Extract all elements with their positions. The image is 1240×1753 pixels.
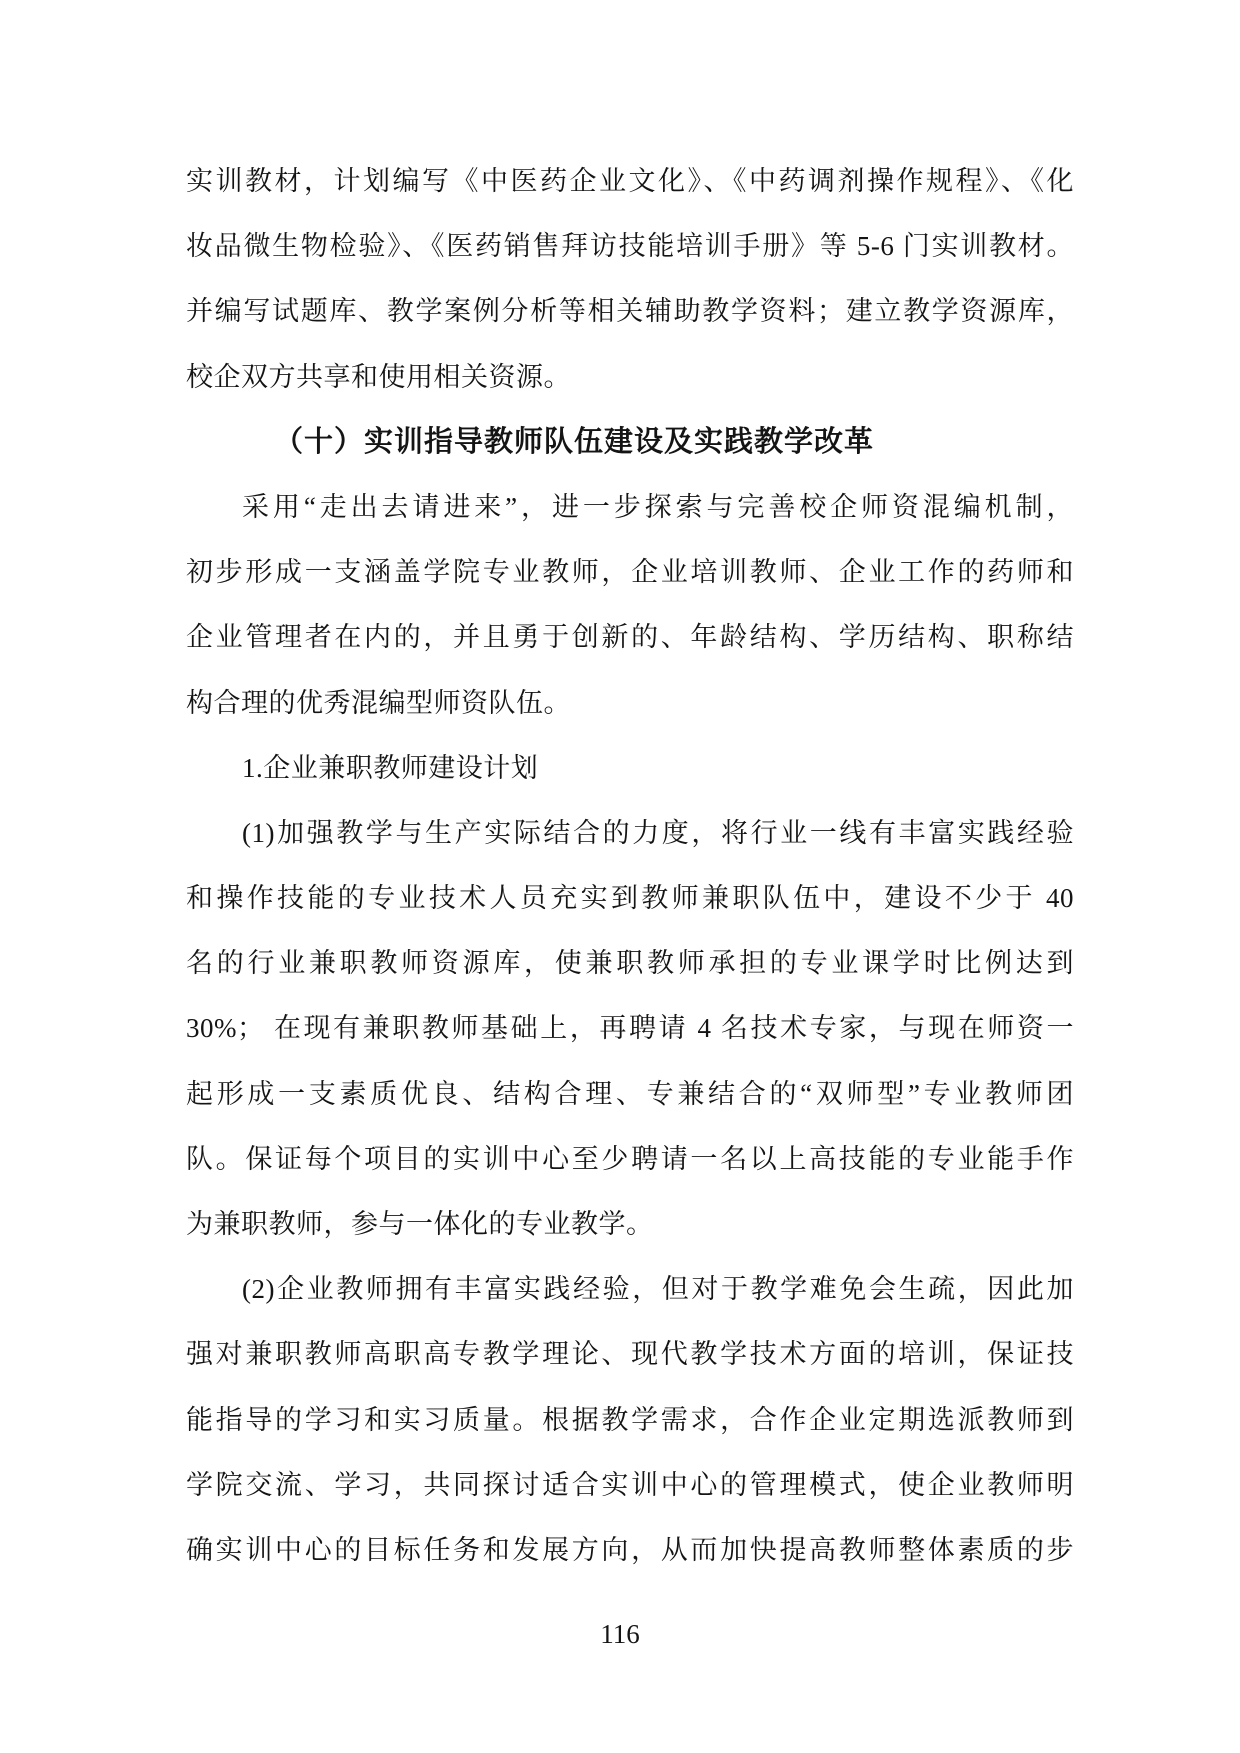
page-number: 116 bbox=[600, 1619, 640, 1649]
text-line: 确实训中心的目标任务和发展方向，从而加快提高教师整体素质的步 bbox=[186, 1534, 1074, 1565]
text-line: 企业管理者在内的，并且勇于创新的、年龄结构、学历结构、职称结 bbox=[186, 622, 1074, 653]
text-line: 强对兼职教师高职高专教学理论、现代教学技术方面的培训，保证技 bbox=[186, 1339, 1074, 1370]
text-line: 妆品微生物检验》、《医药销售拜访技能培训手册》等 5-6 门实训教材。 bbox=[186, 231, 1074, 262]
text-line: 30%； 在现有兼职教师基础上，再聘请 4 名技术专家，与现在师资一 bbox=[186, 1013, 1074, 1044]
text-line: (2)企业教师拥有丰富实践经验，但对于教学难免会生疏，因此加 bbox=[242, 1274, 1074, 1305]
text-line: 和操作技能的专业技术人员充实到教师兼职队伍中，建设不少于 40 bbox=[186, 883, 1074, 914]
text-line: 构合理的优秀混编型师资队伍。 bbox=[186, 687, 571, 718]
text-line: 为兼职教师，参与一体化的专业教学。 bbox=[186, 1209, 654, 1239]
text-line: 采用“走出去请进来”，进一步探索与完善校企师资混编机制， bbox=[242, 491, 1074, 522]
text-line: 校企双方共享和使用相关资源。 bbox=[186, 361, 571, 392]
text-line: 队。保证每个项目的实训中心至少聘请一名以上高技能的专业能手作 bbox=[186, 1143, 1074, 1174]
text-line: 初步形成一支涵盖学院专业教师，企业培训教师、企业工作的药师和 bbox=[186, 557, 1074, 588]
text-line: 1.企业兼职教师建设计划 bbox=[242, 752, 539, 783]
section-heading: （十）实训指导教师队伍建设及实践教学改革 bbox=[274, 425, 875, 458]
text-line: (1)加强教学与生产实际结合的力度，将行业一线有丰富实践经验 bbox=[242, 817, 1074, 848]
text-line: 名的行业兼职教师资源库，使兼职教师承担的专业课学时比例达到 bbox=[186, 948, 1074, 979]
text-line: 起形成一支素质优良、结构合理、专兼结合的“双师型”专业教师团 bbox=[186, 1078, 1074, 1109]
text-line: 学院交流、学习，共同探讨适合实训中心的管理模式，使企业教师明 bbox=[186, 1469, 1074, 1500]
document-body bbox=[186, 149, 1074, 1583]
text-line: 并编写试题库、教学案例分析等相关辅助教学资料；建立教学资源库， bbox=[186, 296, 1074, 327]
text-line: 能指导的学习和实习质量。根据教学需求，合作企业定期选派教师到 bbox=[186, 1404, 1074, 1435]
text-line: 实训教材，计划编写《中医药企业文化》、《中药调剂操作规程》、《化 bbox=[186, 166, 1074, 196]
